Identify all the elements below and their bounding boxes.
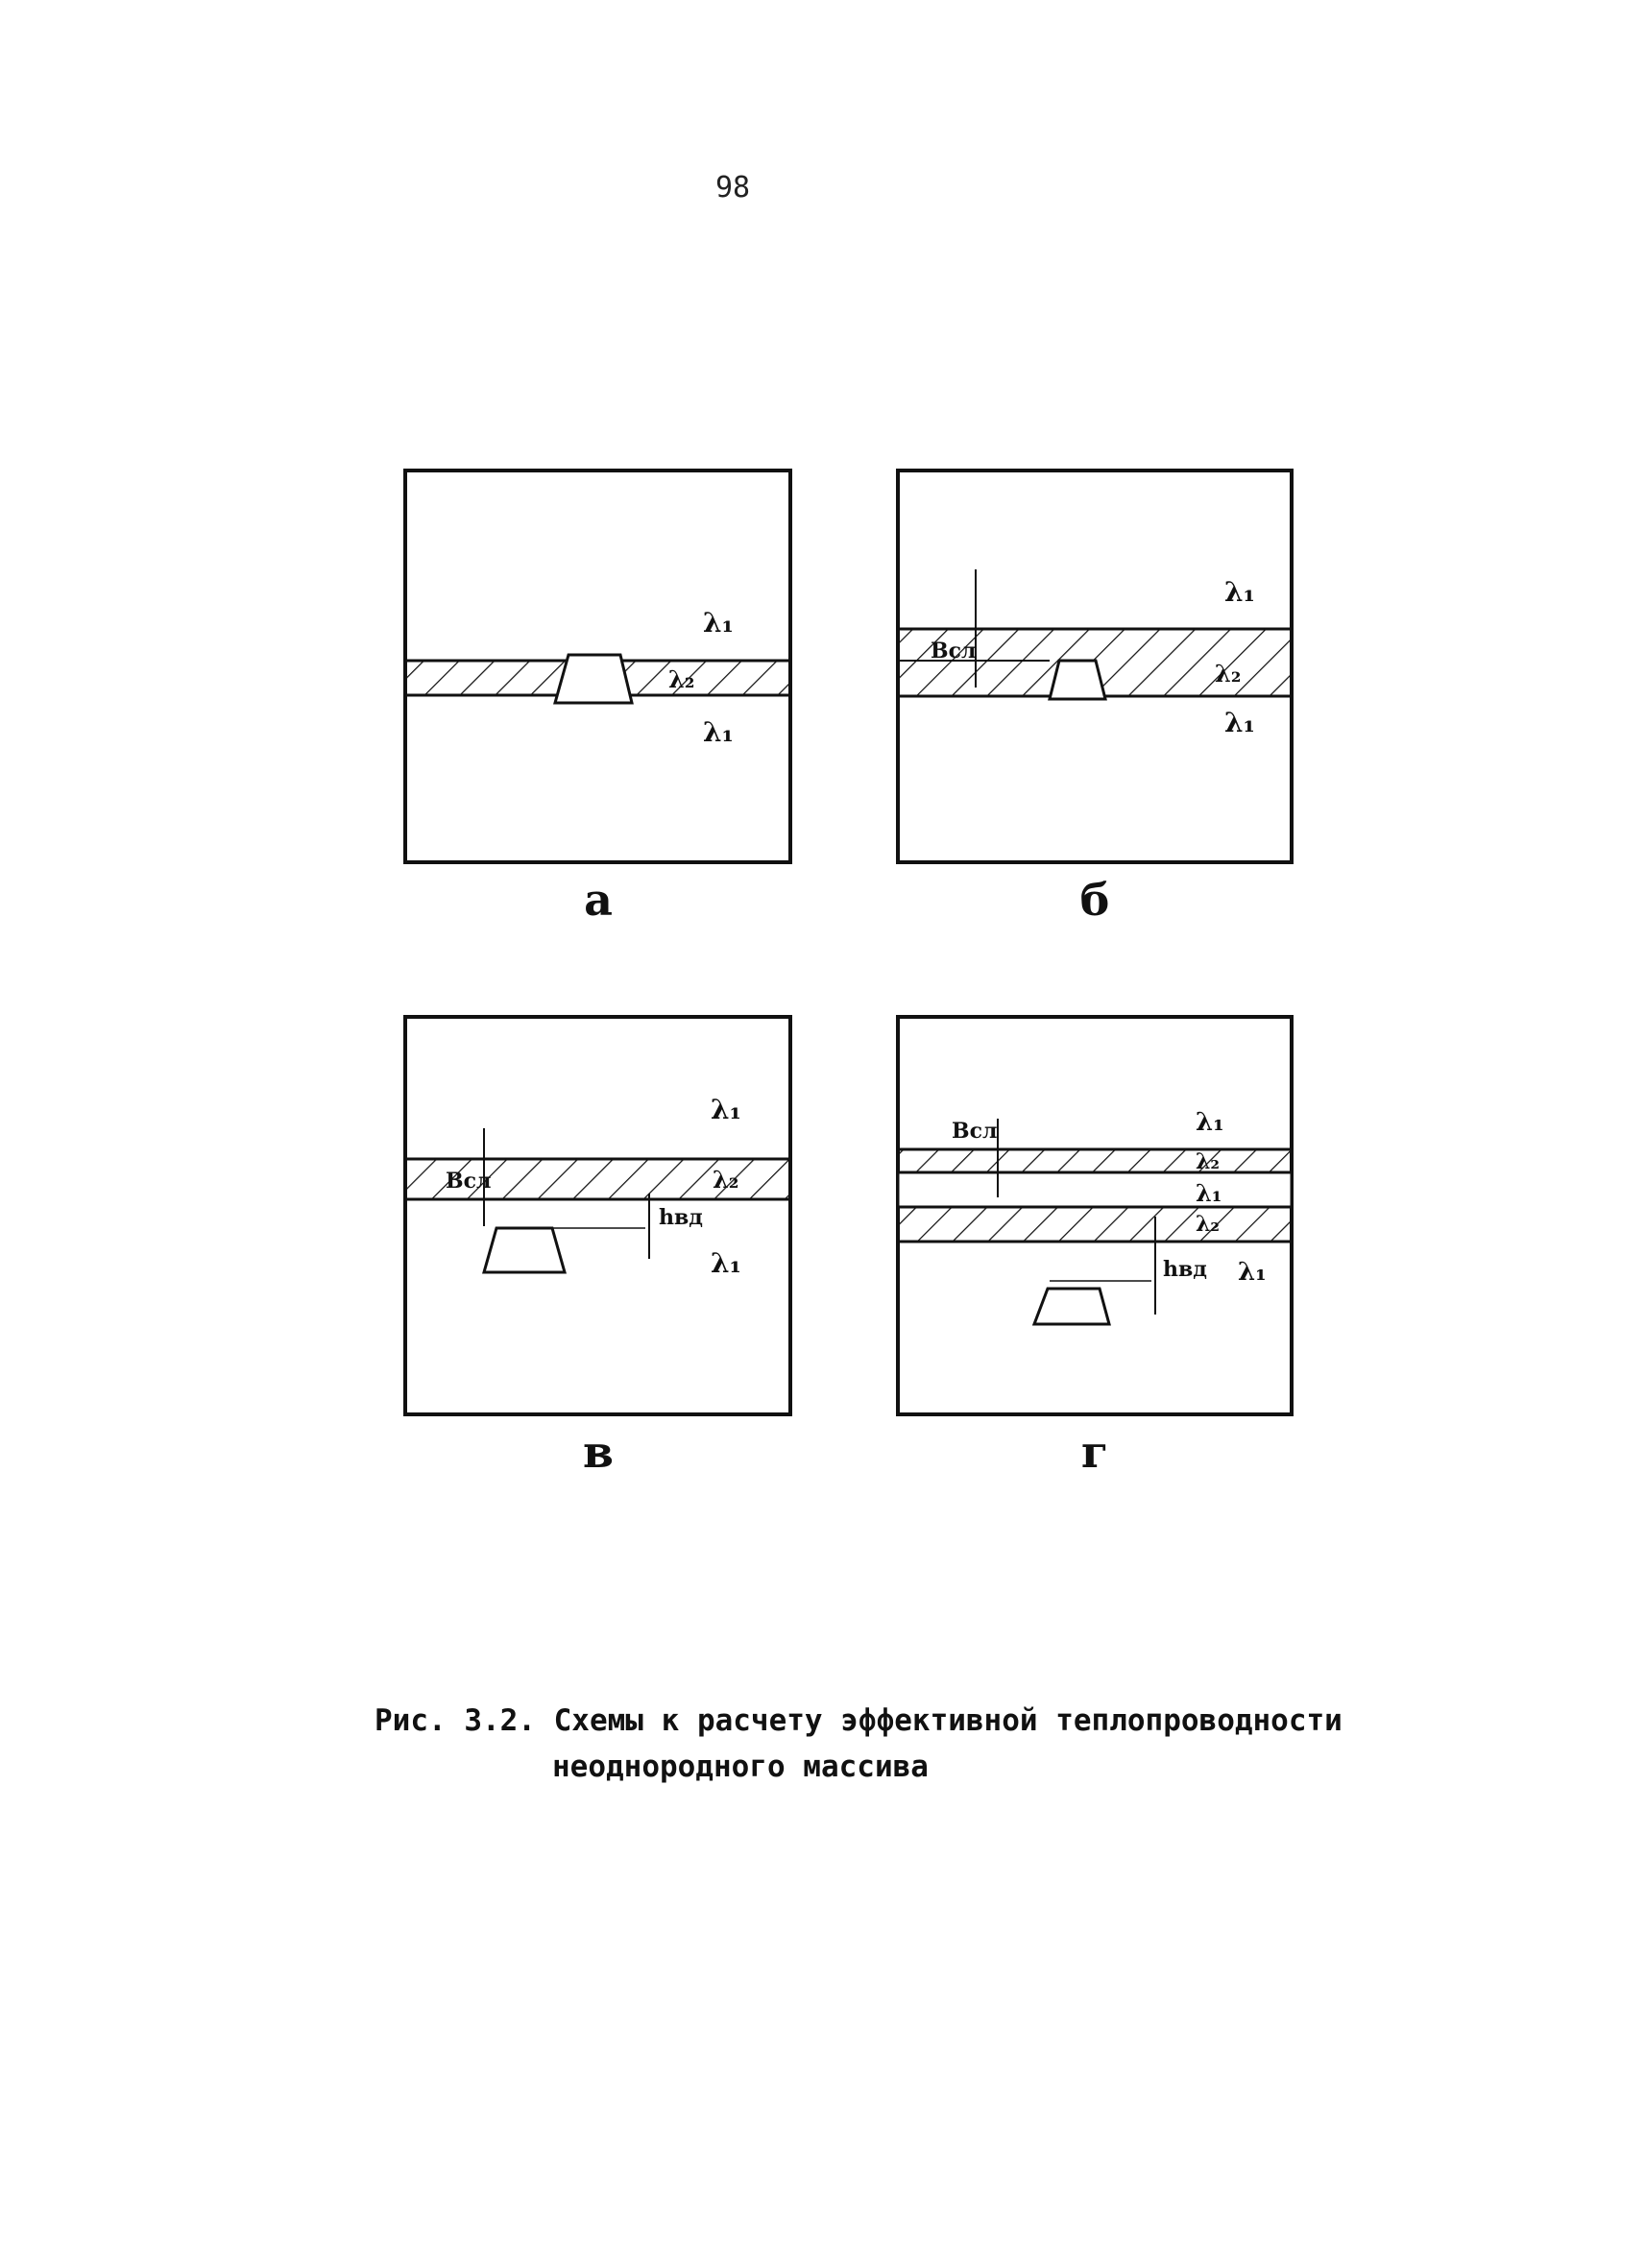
panel-v-frame xyxy=(405,1017,790,1414)
panel-g-b-sl: Всл xyxy=(952,1119,998,1144)
panel-b-lambda1-upper: λ₁ xyxy=(1224,576,1255,608)
panel-g-label: г xyxy=(1080,1426,1109,1478)
page-number: 98 xyxy=(715,171,751,205)
panel-g-lambda1-top: λ₁ xyxy=(1196,1108,1224,1137)
panel-b-b-sl: Всл xyxy=(931,639,977,664)
panel-g-middle-layer xyxy=(898,1172,1292,1207)
panel-v-lambda1-lower: λ₁ xyxy=(711,1247,741,1279)
panel-v-lambda1-upper: λ₁ xyxy=(711,1094,741,1125)
panel-g-lambda1-lower: λ₁ xyxy=(1238,1258,1267,1287)
panel-b-lambda1-lower: λ₁ xyxy=(1224,707,1255,738)
panel-a-label: а xyxy=(584,874,613,926)
panel-g-h-vd: hвд xyxy=(1163,1257,1207,1282)
panel-b-tunnel-shape xyxy=(1050,661,1105,699)
panel-v xyxy=(403,1015,792,1478)
caption-line-2: неоднородного массива xyxy=(552,1749,929,1784)
panel-v-label: в xyxy=(583,1426,614,1478)
panel-a-tunnel-shape xyxy=(555,655,632,703)
panel-g xyxy=(896,1015,1294,1478)
figure-caption xyxy=(375,1698,1343,1790)
caption-line-1: Рис. 3.2. Схемы к расчету эффективной теплопроводности xyxy=(375,1703,1343,1738)
panel-a-diagram xyxy=(403,469,792,864)
panel-g-lambda2-second: λ₂ xyxy=(1196,1212,1221,1237)
panel-g-hatched-layer-1 xyxy=(898,1149,1292,1172)
panel-v-b-sl: Всл xyxy=(446,1169,492,1194)
panel-g-lambda2-first: λ₂ xyxy=(1196,1149,1221,1174)
panel-g-tunnel-shape xyxy=(1034,1289,1109,1324)
panel-b xyxy=(896,469,1294,926)
panel-v-lambda2: λ₂ xyxy=(713,1166,739,1194)
panel-a-lambda1-upper: λ₁ xyxy=(703,607,734,639)
panel-a-lambda2: λ₂ xyxy=(668,665,695,693)
panel-v-tunnel-shape xyxy=(484,1228,565,1272)
panel-a xyxy=(403,469,792,926)
panel-v-h-vd: hвд xyxy=(659,1205,703,1230)
panel-a-lambda1-lower: λ₁ xyxy=(703,716,734,748)
panel-b-label: б xyxy=(1079,874,1110,926)
panel-g-diagram xyxy=(896,1015,1294,1418)
panel-b-diagram xyxy=(896,469,1294,864)
panel-b-lambda2: λ₂ xyxy=(1215,660,1242,688)
panel-g-hatched-layer-2 xyxy=(898,1207,1292,1242)
panel-v-diagram xyxy=(403,1015,792,1418)
panel-g-lambda1-middle: λ₁ xyxy=(1196,1179,1222,1207)
